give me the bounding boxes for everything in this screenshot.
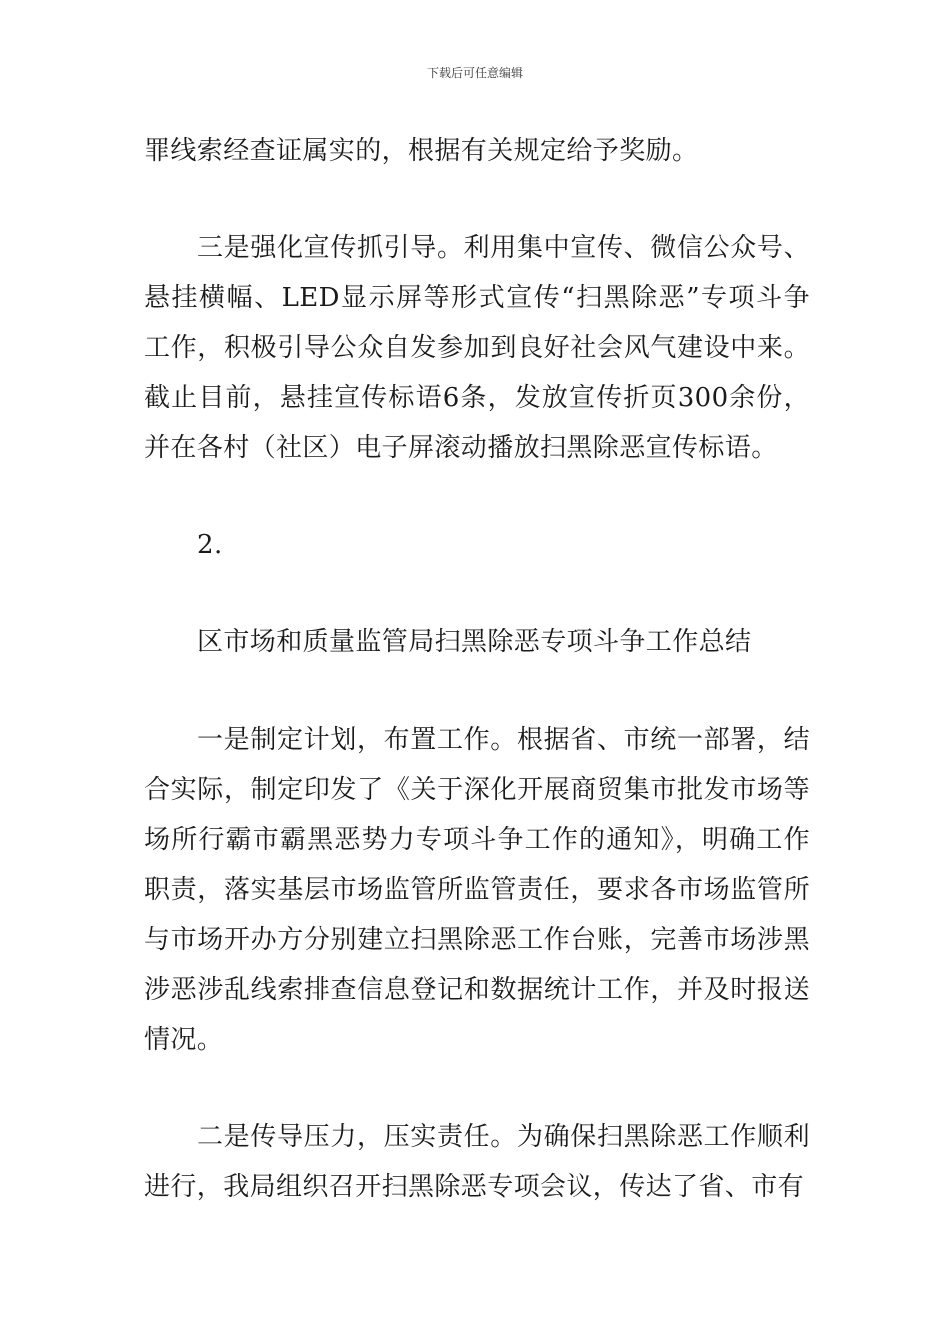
document-body	[144, 126, 810, 1212]
paragraph-gap	[144, 667, 810, 715]
section-title: 区市场和质量监管局扫黑除恶专项斗争工作总结	[197, 627, 752, 657]
section-number: 2.	[197, 530, 223, 560]
paragraph-gap	[144, 176, 810, 223]
paragraph-responsibility: 二是传导压力，压实责任。为确保扫黑除恶工作顺利进行，我局组织召开扫黑除恶专项会议，传达了省、市有	[144, 1122, 810, 1202]
paragraph-gap	[144, 1065, 810, 1112]
paragraph-continuation: 罪线索经查证属实的，根据有关规定给予奖励。	[144, 136, 699, 166]
paragraph-gap	[144, 570, 810, 617]
paragraph-planning: 一是制定计划，布置工作。根据省、市统一部署，结合实际，制定印发了《关于深化开展商贸集市批发市场等场所行霸市霸黑恶势力专项斗争工作的通知》，明确工作职责，落实基层市场监管所监管责任，要求各市场监管所与市场开办方分别建立扫黑除恶工作台账，完善市场涉黑涉恶涉乱线索排查信息登记和数据统计工作，并及时报送情况。	[144, 725, 810, 1055]
page-header: 下载后可任意编辑	[426, 66, 523, 80]
paragraph-publicity: 三是强化宣传抓引导。利用集中宣传、微信公众号、悬挂横幅、LED显示屏等形式宣传“扫黑除恶”专项斗争工作，积极引导公众自发参加到良好社会风气建设中来。截止目前，悬挂宣传标语6条，发放宣传折页300余份，并在各村（社区）电子屏滚动播放扫黑除恶宣传标语。	[144, 233, 810, 463]
paragraph-gap	[144, 473, 810, 520]
